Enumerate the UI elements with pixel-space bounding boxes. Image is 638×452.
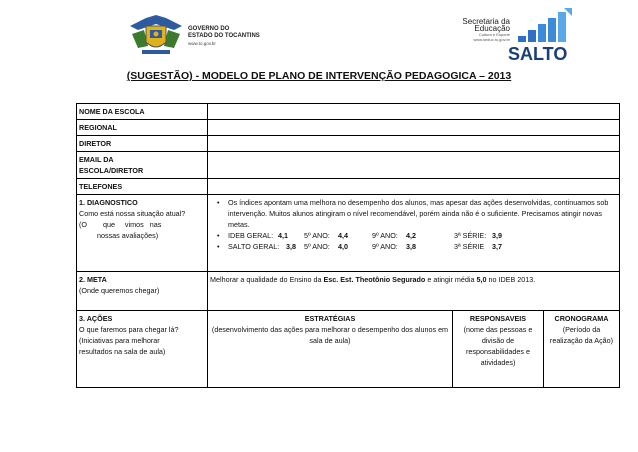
responsaveis-header: RESPONSAVEIS	[469, 314, 527, 323]
ideb-line	[210, 230, 617, 241]
ideb-5-label: 5º ANO:	[304, 231, 330, 240]
label-diretor: DIRETOR	[77, 136, 208, 152]
salto-3-value: 3,7	[492, 242, 502, 251]
ideb-label: IDEB GERAL:	[228, 231, 274, 240]
row-telefones	[77, 179, 620, 195]
diagnostico-q1: Como está nossa situação atual?	[79, 209, 186, 218]
acoes-q3: resultados na sala de aula)	[79, 347, 166, 356]
value-diretor[interactable]	[208, 136, 620, 152]
salto-9-label: 9º ANO:	[372, 242, 398, 251]
ideb-3-value: 3,9	[492, 231, 502, 240]
salto-9-value: 3,8	[406, 242, 416, 251]
salto-5-label: 5º ANO:	[304, 242, 330, 251]
label-telefones: TELEFONES	[77, 179, 208, 195]
meta-title: 2. META	[79, 275, 107, 284]
diagnostico-q3: nossas avaliações)	[97, 231, 159, 240]
gov-line2: ESTADO DO TOCANTINS	[188, 33, 260, 39]
acoes-q1: O que faremos para chegar lá?	[79, 325, 179, 334]
ideb-value: 4,1	[278, 231, 288, 240]
label-email	[77, 152, 208, 179]
diagnostico-content	[208, 195, 620, 272]
salto-line	[210, 241, 617, 252]
salto-3-label: 3ª SÉRIE	[454, 242, 485, 251]
sec-line2: Educação	[474, 24, 510, 33]
salto-wordmark: SALTO	[508, 44, 568, 64]
label-meta	[77, 272, 208, 311]
diagnostico-bullet-text: • Os índices apontam uma melhora no desempenho dos alunos, mas apesar das ações desenvolvidas, continuamos sob intervenção. Muitos alunos atingiram o nível recomendável, porém ainda não é o suficiente. Precisamos atingir novas metas.	[210, 197, 617, 230]
sec-line1: Secretaria da	[462, 17, 510, 26]
meta-text-e: no IDEB 2013.	[488, 275, 536, 284]
row-acoes	[77, 311, 620, 388]
estrategias-header: ESTRATÉGIAS	[304, 314, 356, 323]
label-nome-escola: NOME DA ESCOLA	[77, 104, 208, 120]
sec-url: www.seduc.to.gov.br	[473, 37, 510, 42]
cronograma-cell	[544, 311, 620, 388]
salto-5-value: 4,0	[338, 242, 348, 251]
intervention-plan-table	[76, 103, 620, 388]
row-diagnostico	[77, 195, 620, 272]
diagnostico-q2: (O que vimos nas	[79, 220, 162, 229]
responsaveis-cell	[453, 311, 544, 388]
estrategias-sub: (desenvolvimento das ações para melhorar o desempenho dos alunos em sala de aula)	[211, 325, 449, 345]
governo-logo	[126, 12, 326, 58]
row-regional	[77, 120, 620, 136]
secretaria-text	[430, 18, 510, 42]
row-diretor	[77, 136, 620, 152]
row-nome-escola	[77, 104, 620, 120]
row-email	[77, 152, 620, 179]
meta-target: 5,0	[476, 275, 487, 284]
meta-sub: (Onde queremos chegar)	[79, 286, 160, 295]
gov-url: www.to.gov.br	[188, 41, 216, 46]
meta-text-a: Melhorar a qualidade do Ensino da	[210, 275, 322, 284]
meta-text-c: e atingir média	[427, 275, 475, 284]
secretaria-logo	[430, 8, 630, 66]
acoes-title: 3. AÇÕES	[79, 314, 113, 323]
acoes-q2: (Iniciativas para melhorar	[79, 336, 160, 345]
label-regional: REGIONAL	[77, 120, 208, 136]
gov-line1: GOVERNO DO	[188, 26, 230, 32]
tocantins-crest-icon	[126, 12, 186, 58]
label-acoes	[77, 311, 208, 388]
responsaveis-sub: (nome das pessoas e divisão de responsabilidades e atividades)	[463, 325, 533, 367]
meta-school: Esc. Est. Theotônio Segurado	[323, 275, 426, 284]
meta-content	[208, 272, 620, 311]
page-title: (SUGESTÃO) - MODELO DE PLANO DE INTERVENÇÃO PEDAGOGICA – 2013	[126, 70, 512, 82]
diagnostico-title: 1. DIAGNOSTICO	[79, 198, 138, 207]
value-regional[interactable]	[208, 120, 620, 136]
label-diagnostico	[77, 195, 208, 272]
sec-line3: Cultura e Esporte	[478, 32, 510, 37]
value-telefones[interactable]	[208, 179, 620, 195]
row-meta	[77, 272, 620, 311]
label-email-line2: ESCOLA/DIRETOR	[79, 166, 144, 175]
cronograma-header: CRONOGRAMA	[554, 314, 609, 323]
label-email-line1: EMAIL DA	[79, 155, 114, 164]
ideb-5-value: 4,4	[338, 231, 348, 240]
value-nome-escola[interactable]	[208, 104, 620, 120]
ideb-9-label: 9º ANO:	[372, 231, 398, 240]
salto-label: SALTO GERAL:	[228, 242, 280, 251]
value-email[interactable]	[208, 152, 620, 179]
ideb-9-value: 4,2	[406, 231, 416, 240]
ideb-3-label: 3ª SÉRIE:	[454, 231, 487, 240]
estrategias-cell	[208, 311, 453, 388]
salto-value: 3,8	[286, 242, 296, 251]
cronograma-sub: (Período da realização da Ação)	[549, 325, 614, 345]
governo-text	[188, 26, 260, 47]
